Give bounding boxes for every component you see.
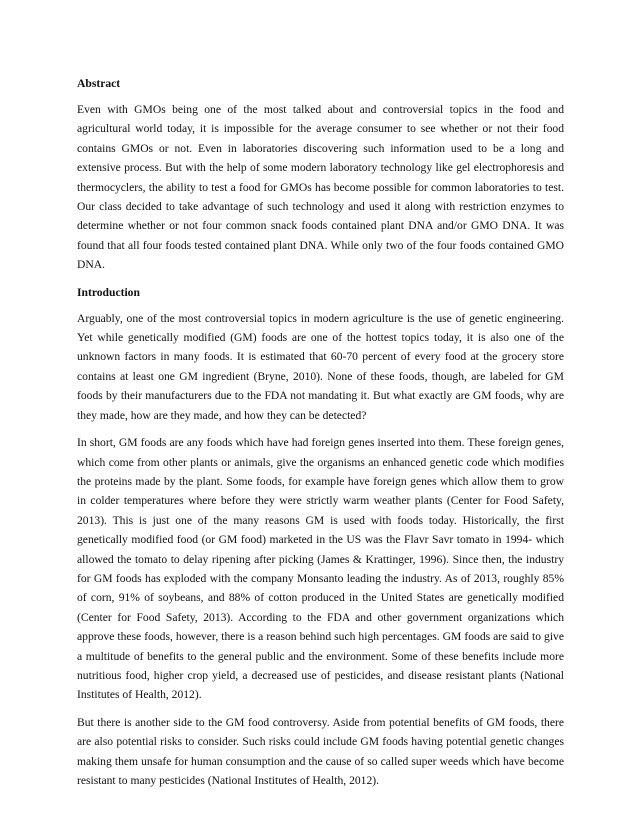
introduction-heading: Introduction — [77, 285, 140, 299]
abstract-paragraph: Even with GMOs being one of the most talked about and controversial topics in the food and agricultural world today, it is impossible for the average consumer to see whether or not their food contains GMOs or not. Even in laboratories discovering such information used to be a long and extensive process. But with the help of some modern laboratory technology like gel electrophoresis and thermocyclers, the ability to test a food for GMOs has become possible for common laboratories to test. Our class decided to take advantage of such technology and used it along with restriction enzymes to determine whether or not four common snack foods contained plant DNA and/or GMO DNA. It was found that all four foods tested contained plant DNA. While only two of the four foods contained GMO DNA. — [77, 103, 564, 272]
introduction-paragraph-3: But there is another side to the GM food controversy. Aside from potential benefits of GM foods, there are also potential risks to consider. Such risks could include GM foods having potential genetic changes making them unsafe for human consumption and the cause of so called super weeds which have become resistant to many pesticides (National Institutes of Health, 2012). — [77, 715, 564, 787]
introduction-paragraph-1: Arguably, one of the most controversial topics in modern agriculture is the use of genetic engineering. Yet while genetically modified (GM) foods are one of the hottest topics today, it is also one of the unknown factors in many foods. It is estimated that 60-70 percent of every food at the grocery store contains at least one GM ingredient (Bryne, 2010). None of these foods, though, are labeled for GM foods by their manufacturers due to the FDA not mandating it. But what exactly are GM foods, why are they made, how are they made, and how they can be detected? — [77, 311, 564, 422]
abstract-heading: Abstract — [77, 77, 121, 90]
introduction-paragraph-2: In short, GM foods are any foods which have had foreign genes inserted into them. These foreign genes, which come from other plants or animals, give the organisms an enhanced genetic code which modifies the proteins made by the plant. Some foods, for example have foreign genes which allow them to grow in colder temperatures where before they were strictly warm weather plants (Center for Food Safety, 2013). This is just one of the many reasons GM is used with foods today. Historically, the first genetically modified food (or GM food) marketed in the US was the Flavr Savr tomato in 1994- which allowed the tomato to delay ripening after picking (James & Krattinger, 1996). Since then, the industry for GM foods has exploded with the company Monsanto leading the industry. As of 2013, roughly 85% of corn, 91% of soybeans, and 88% of cotton produced in the United States are genetically modified (Center for Food Safety, 2013). According to the FDA and other government organizations which approve these foods, however, there is a reason behind such high percentages. GM foods are said to give a multitude of benefits to the general public and the environment. Some of these benefits include more nutritious food, higher crop yield, a decreased use of pesticides, and disease resistant plants (National Institutes of Health, 2012). — [77, 436, 564, 702]
document-page — [77, 74, 564, 798]
